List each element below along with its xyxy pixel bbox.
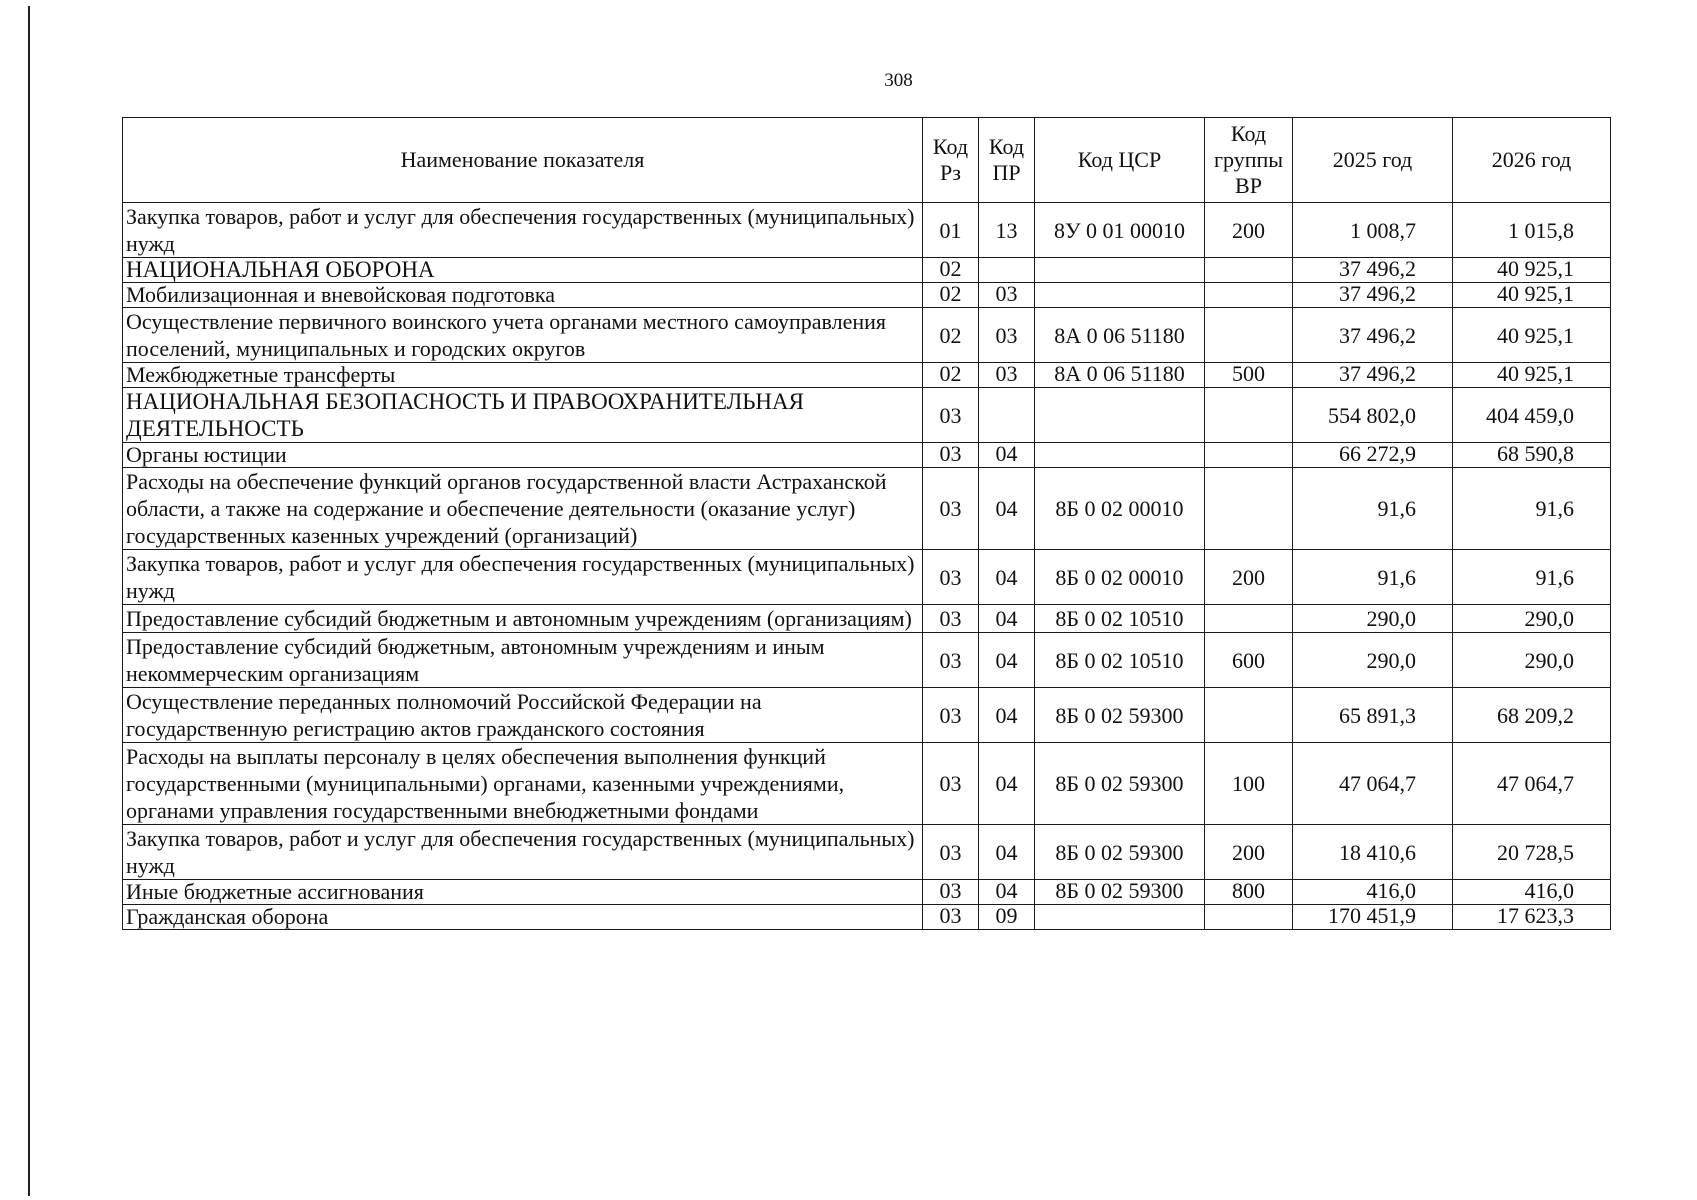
cell-vr (1205, 605, 1293, 633)
cell-2026: 20 728,5 (1453, 825, 1611, 880)
cell-2025: 1 008,7 (1293, 203, 1453, 258)
cell-csr (1035, 443, 1205, 468)
cell-vr: 200 (1205, 203, 1293, 258)
cell-2025: 37 496,2 (1293, 308, 1453, 363)
header-2026: 2026 год (1453, 118, 1611, 203)
cell-2026: 416,0 (1453, 880, 1611, 905)
cell-2026: 17 623,3 (1453, 905, 1611, 930)
cell-vr (1205, 388, 1293, 443)
cell-2025: 91,6 (1293, 550, 1453, 605)
cell-pr: 09 (979, 905, 1035, 930)
cell-csr: 8А 0 06 51180 (1035, 308, 1205, 363)
cell-name: Межбюджетные трансферты (123, 363, 923, 388)
cell-2026: 40 925,1 (1453, 308, 1611, 363)
cell-vr: 600 (1205, 633, 1293, 688)
cell-pr: 04 (979, 825, 1035, 880)
cell-rz: 03 (923, 633, 979, 688)
cell-csr: 8Б 0 02 10510 (1035, 633, 1205, 688)
cell-name: Осуществление первичного воинского учета органами местного самоуправления поселений, муниципальных и городских округов (123, 308, 923, 363)
table-row (123, 203, 1611, 258)
cell-2026: 40 925,1 (1453, 283, 1611, 308)
cell-vr: 500 (1205, 363, 1293, 388)
cell-2025: 37 496,2 (1293, 283, 1453, 308)
cell-2025: 37 496,2 (1293, 363, 1453, 388)
binding-edge-line (28, 6, 30, 1196)
cell-csr: 8Б 0 02 00010 (1035, 550, 1205, 605)
cell-vr: 100 (1205, 743, 1293, 825)
table-row (123, 688, 1611, 743)
cell-2025: 554 802,0 (1293, 388, 1453, 443)
cell-2026: 68 209,2 (1453, 688, 1611, 743)
table-row (123, 468, 1611, 550)
cell-2026: 404 459,0 (1453, 388, 1611, 443)
cell-name: Органы юстиции (123, 443, 923, 468)
cell-rz: 03 (923, 688, 979, 743)
cell-2025: 47 064,7 (1293, 743, 1453, 825)
header-vr: Код группы ВР (1205, 118, 1293, 203)
cell-pr: 04 (979, 743, 1035, 825)
table-row (123, 633, 1611, 688)
table-row (123, 550, 1611, 605)
cell-csr (1035, 258, 1205, 283)
cell-pr: 04 (979, 468, 1035, 550)
table-row (123, 308, 1611, 363)
cell-csr (1035, 283, 1205, 308)
cell-vr (1205, 688, 1293, 743)
cell-vr (1205, 258, 1293, 283)
cell-name: Закупка товаров, работ и услуг для обеспечения государственных (муниципальных) нужд (123, 550, 923, 605)
cell-rz: 03 (923, 550, 979, 605)
cell-rz: 02 (923, 363, 979, 388)
cell-pr: 04 (979, 880, 1035, 905)
cell-2025: 290,0 (1293, 605, 1453, 633)
table-row (123, 363, 1611, 388)
cell-2025: 170 451,9 (1293, 905, 1453, 930)
budget-table (122, 117, 1611, 930)
header-pr: Код ПР (979, 118, 1035, 203)
cell-rz: 02 (923, 308, 979, 363)
cell-pr: 03 (979, 308, 1035, 363)
cell-rz: 02 (923, 283, 979, 308)
cell-csr: 8Б 0 02 00010 (1035, 468, 1205, 550)
cell-rz: 03 (923, 880, 979, 905)
cell-csr (1035, 388, 1205, 443)
cell-2025: 37 496,2 (1293, 258, 1453, 283)
cell-vr (1205, 308, 1293, 363)
cell-csr (1035, 905, 1205, 930)
cell-name: Расходы на выплаты персоналу в целях обеспечения выполнения функций государственными (муниципальными) органами, казенными учреждениями, органами управления государственными внебюджетными фондами (123, 743, 923, 825)
cell-csr: 8Б 0 02 59300 (1035, 688, 1205, 743)
cell-name: Иные бюджетные ассигнования (123, 880, 923, 905)
header-row (123, 118, 1611, 203)
cell-2026: 40 925,1 (1453, 363, 1611, 388)
cell-name: Предоставление субсидий бюджетным и автономным учреждениям (организациям) (123, 605, 923, 633)
page-number: 308 (884, 70, 913, 91)
cell-2025: 416,0 (1293, 880, 1453, 905)
cell-pr: 03 (979, 283, 1035, 308)
header-csr: Код ЦСР (1035, 118, 1205, 203)
table-row (123, 388, 1611, 443)
cell-vr (1205, 283, 1293, 308)
cell-vr (1205, 905, 1293, 930)
cell-csr: 8Б 0 02 59300 (1035, 825, 1205, 880)
cell-name: НАЦИОНАЛЬНАЯ ОБОРОНА (123, 258, 923, 283)
cell-rz: 03 (923, 743, 979, 825)
table-row (123, 825, 1611, 880)
cell-vr (1205, 468, 1293, 550)
cell-2026: 91,6 (1453, 468, 1611, 550)
cell-csr: 8А 0 06 51180 (1035, 363, 1205, 388)
cell-csr: 8Б 0 02 59300 (1035, 743, 1205, 825)
cell-rz: 03 (923, 605, 979, 633)
table-header (123, 118, 1611, 203)
cell-name: Предоставление субсидий бюджетным, автономным учреждениям и иным некоммерческим организациям (123, 633, 923, 688)
cell-csr: 8Б 0 02 59300 (1035, 880, 1205, 905)
cell-2025: 290,0 (1293, 633, 1453, 688)
header-2025: 2025 год (1293, 118, 1453, 203)
table-row (123, 283, 1611, 308)
cell-2026: 91,6 (1453, 550, 1611, 605)
cell-2026: 290,0 (1453, 633, 1611, 688)
cell-rz: 01 (923, 203, 979, 258)
cell-pr: 04 (979, 605, 1035, 633)
cell-2025: 65 891,3 (1293, 688, 1453, 743)
cell-pr: 04 (979, 688, 1035, 743)
table-body (123, 203, 1611, 930)
cell-pr (979, 258, 1035, 283)
table-row (123, 443, 1611, 468)
cell-rz: 03 (923, 443, 979, 468)
cell-vr: 200 (1205, 825, 1293, 880)
table-row (123, 880, 1611, 905)
table-row (123, 743, 1611, 825)
cell-name: НАЦИОНАЛЬНАЯ БЕЗОПАСНОСТЬ И ПРАВООХРАНИТЕЛЬНАЯ ДЕЯТЕЛЬНОСТЬ (123, 388, 923, 443)
cell-rz: 03 (923, 388, 979, 443)
cell-csr: 8Б 0 02 10510 (1035, 605, 1205, 633)
cell-rz: 03 (923, 825, 979, 880)
cell-pr: 13 (979, 203, 1035, 258)
cell-2026: 290,0 (1453, 605, 1611, 633)
cell-2025: 18 410,6 (1293, 825, 1453, 880)
cell-rz: 02 (923, 258, 979, 283)
cell-name: Гражданская оборона (123, 905, 923, 930)
header-name: Наименование показателя (123, 118, 923, 203)
table-row (123, 905, 1611, 930)
table-row (123, 605, 1611, 633)
cell-2026: 1 015,8 (1453, 203, 1611, 258)
cell-name: Расходы на обеспечение функций органов государственной власти Астраханской области, а также на содержание и обеспечение деятельности (оказание услуг) государственных казенных учреждений (организаций) (123, 468, 923, 550)
cell-2025: 66 272,9 (1293, 443, 1453, 468)
cell-2026: 40 925,1 (1453, 258, 1611, 283)
cell-pr: 04 (979, 633, 1035, 688)
cell-2025: 91,6 (1293, 468, 1453, 550)
cell-vr: 800 (1205, 880, 1293, 905)
cell-name: Мобилизационная и вневойсковая подготовка (123, 283, 923, 308)
cell-2026: 47 064,7 (1453, 743, 1611, 825)
cell-pr: 04 (979, 443, 1035, 468)
cell-rz: 03 (923, 905, 979, 930)
cell-name: Осуществление переданных полномочий Российской Федерации на государственную регистрацию актов гражданского состояния (123, 688, 923, 743)
cell-pr: 04 (979, 550, 1035, 605)
cell-vr (1205, 443, 1293, 468)
cell-name: Закупка товаров, работ и услуг для обеспечения государственных (муниципальных) нужд (123, 203, 923, 258)
cell-pr: 03 (979, 363, 1035, 388)
table-row (123, 258, 1611, 283)
header-rz: Код Рз (923, 118, 979, 203)
cell-name: Закупка товаров, работ и услуг для обеспечения государственных (муниципальных) нужд (123, 825, 923, 880)
cell-2026: 68 590,8 (1453, 443, 1611, 468)
cell-pr (979, 388, 1035, 443)
cell-vr: 200 (1205, 550, 1293, 605)
cell-rz: 03 (923, 468, 979, 550)
cell-csr: 8У 0 01 00010 (1035, 203, 1205, 258)
